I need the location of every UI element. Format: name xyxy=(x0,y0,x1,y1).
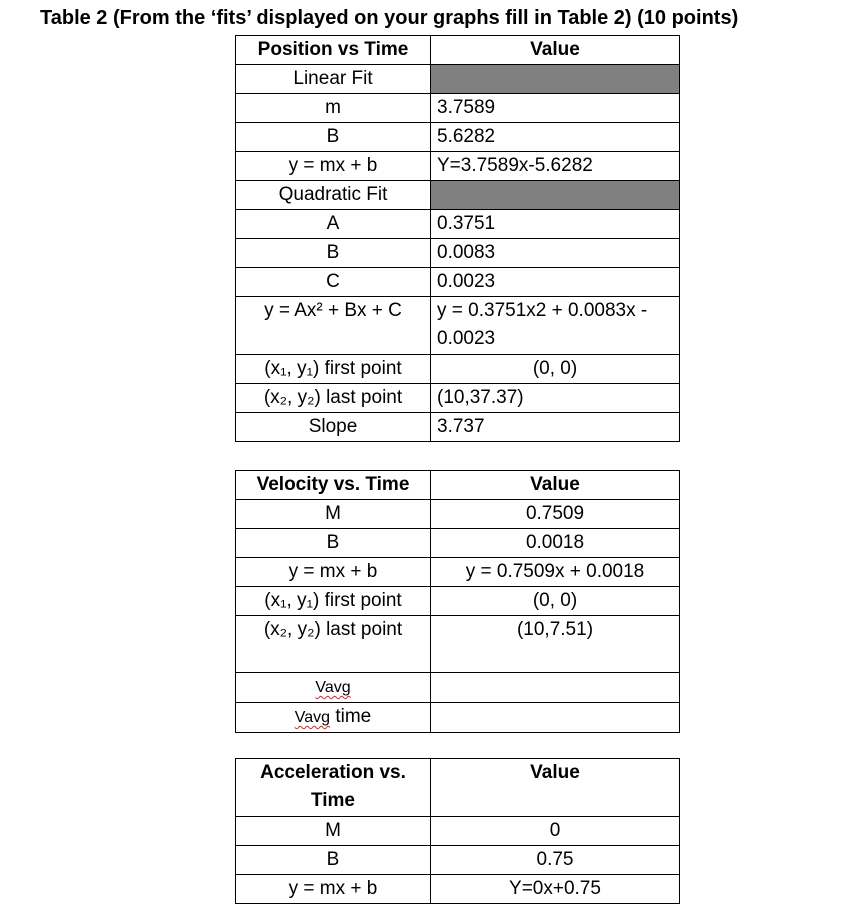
vavg-time-label-suffix: time xyxy=(330,706,372,727)
header-position-vs-time: Position vs Time xyxy=(236,36,431,65)
value-b: 0.0018 xyxy=(431,529,680,558)
row-label-b-quadratic: B xyxy=(236,239,431,268)
value-last-point: (10,37.37) xyxy=(431,384,680,413)
header-velocity-vs-time: Velocity vs. Time xyxy=(236,471,431,500)
row-label-quadratic-equation: y = Ax² + Bx + C xyxy=(236,297,431,355)
row-label-first-point: (x₁, y₁) first point xyxy=(236,587,431,616)
table-row xyxy=(236,268,680,297)
row-label-last-point: (x₂, y₂) last point xyxy=(236,384,431,413)
shaded-cell xyxy=(431,65,680,94)
value-b-quadratic: 0.0083 xyxy=(431,239,680,268)
row-label-b: B xyxy=(236,846,431,875)
row-label-m: M xyxy=(236,500,431,529)
table-row xyxy=(236,152,680,181)
header-value: Value xyxy=(431,471,680,500)
value-first-point: (0, 0) xyxy=(431,587,680,616)
row-label-b: B xyxy=(236,529,431,558)
table-row xyxy=(236,587,680,616)
value-b: 0.75 xyxy=(431,846,680,875)
row-label-quadratic-fit: Quadratic Fit xyxy=(236,181,431,210)
shaded-cell xyxy=(431,181,680,210)
table-row xyxy=(236,65,680,94)
table-row xyxy=(236,181,680,210)
value-a: 0.3751 xyxy=(431,210,680,239)
row-label-first-point: (x₁, y₁) first point xyxy=(236,355,431,384)
value-slope: 3.737 xyxy=(431,413,680,442)
table-row xyxy=(236,558,680,587)
table-header-row xyxy=(236,759,680,817)
vavg-label: Vavg xyxy=(315,679,351,696)
row-label-m: M xyxy=(236,817,431,846)
table-row xyxy=(236,616,680,673)
value-linear-equation: Y=3.7589x-5.6282 xyxy=(431,152,680,181)
row-label-c: C xyxy=(236,268,431,297)
value-linear-equation: y = 0.7509x + 0.0018 xyxy=(431,558,680,587)
row-label-linear-fit: Linear Fit xyxy=(236,65,431,94)
row-label-vavg-time xyxy=(236,703,431,733)
position-vs-time-table xyxy=(235,35,680,442)
table-row xyxy=(236,94,680,123)
table-row xyxy=(236,875,680,904)
table-row xyxy=(236,239,680,268)
table-row xyxy=(236,817,680,846)
table-row xyxy=(236,384,680,413)
vavg-time-label-main: Vavg xyxy=(294,709,331,726)
value-m: 3.7589 xyxy=(431,94,680,123)
value-last-point: (10,7.51) xyxy=(431,616,680,673)
table-row xyxy=(236,529,680,558)
table-row xyxy=(236,210,680,239)
table-row xyxy=(236,413,680,442)
page-title: Table 2 (From the ‘fits’ displayed on your graphs fill in Table 2) (10 points) xyxy=(40,7,739,29)
value-quadratic-equation: y = 0.3751x2 + 0.0083x - 0.0023 xyxy=(431,297,680,355)
table-row xyxy=(236,355,680,384)
value-linear-equation: Y=0x+0.75 xyxy=(431,875,680,904)
header-value: Value xyxy=(431,36,680,65)
table-header-row xyxy=(236,36,680,65)
value-first-point: (0, 0) xyxy=(431,355,680,384)
value-vavg xyxy=(431,673,680,703)
table-row xyxy=(236,846,680,875)
row-label-linear-equation: y = mx + b xyxy=(236,152,431,181)
row-label-slope: Slope xyxy=(236,413,431,442)
value-b: 5.6282 xyxy=(431,123,680,152)
header-value: Value xyxy=(431,759,680,817)
header-acceleration-vs-time: Acceleration vs. Time xyxy=(236,759,431,817)
row-label-last-point: (x₂, y₂) last point xyxy=(236,616,431,673)
table-row xyxy=(236,297,680,355)
acceleration-vs-time-table xyxy=(235,758,680,904)
table-row xyxy=(236,703,680,733)
row-label-a: A xyxy=(236,210,431,239)
table-header-row xyxy=(236,471,680,500)
value-m: 0.7509 xyxy=(431,500,680,529)
row-label-linear-equation: y = mx + b xyxy=(236,558,431,587)
velocity-vs-time-table xyxy=(235,470,680,733)
row-label-b: B xyxy=(236,123,431,152)
table-row xyxy=(236,673,680,703)
value-vavg-time xyxy=(431,703,680,733)
value-m: 0 xyxy=(431,817,680,846)
row-label-vavg xyxy=(236,673,431,703)
row-label-linear-equation: y = mx + b xyxy=(236,875,431,904)
row-label-m: m xyxy=(236,94,431,123)
table-row xyxy=(236,500,680,529)
table-row xyxy=(236,123,680,152)
value-c: 0.0023 xyxy=(431,268,680,297)
